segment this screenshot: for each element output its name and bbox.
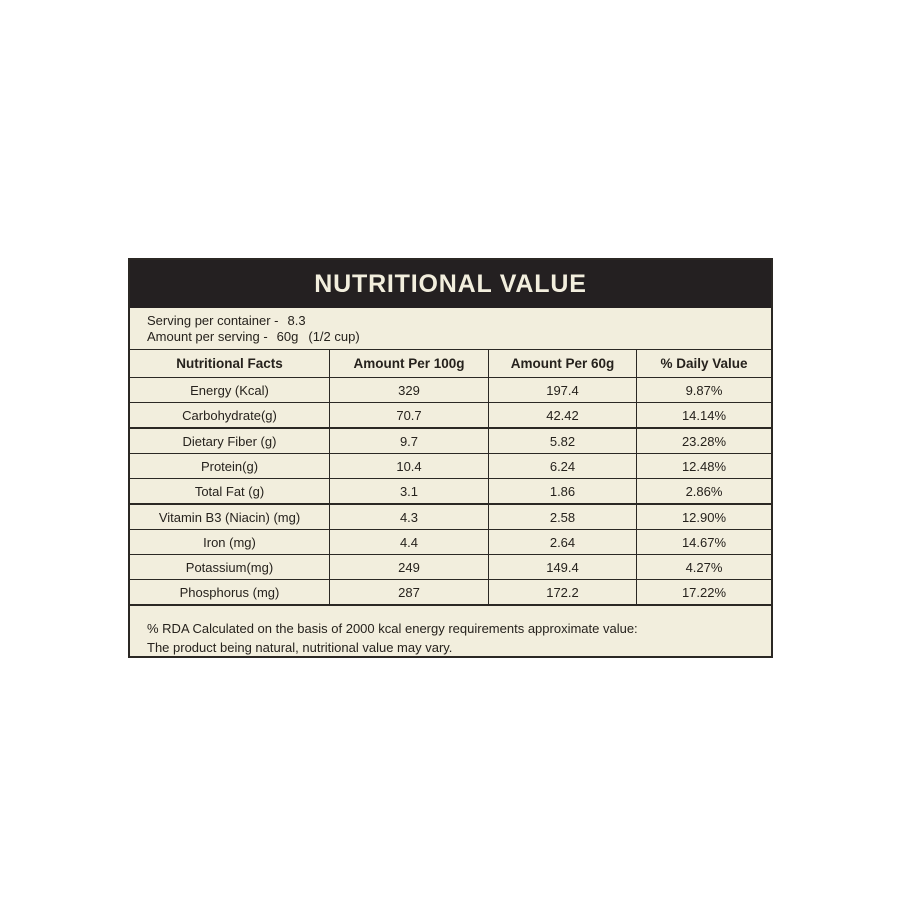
value-per-100g: 10.4 (330, 454, 489, 478)
value-per-60g: 197.4 (489, 378, 637, 402)
table-header-row (130, 350, 771, 378)
nutrient-name: Phosphorus (mg) (130, 580, 330, 604)
nutrient-name: Dietary Fiber (g) (130, 429, 330, 453)
header-daily-value: % Daily Value (660, 356, 748, 371)
daily-value: 12.48% (681, 458, 727, 474)
header-nutritional-facts: Nutritional Facts (130, 350, 330, 377)
daily-value: 14.67% (681, 534, 727, 550)
page-title: NUTRITIONAL VALUE (314, 269, 587, 298)
daily-value: 12.90% (681, 509, 727, 525)
value-per-60g: 42.42 (489, 403, 637, 427)
value-per-60g: 2.58 (489, 505, 637, 529)
title-bar (130, 260, 771, 308)
nutrient-name: Energy (Kcal) (130, 378, 330, 402)
footnote-line-2: The product being natural, nutritional value may vary. (147, 640, 453, 655)
table-row-iron (130, 530, 771, 555)
value-per-60g: 6.24 (489, 454, 637, 478)
nutrient-name: Carbohydrate(g) (130, 403, 330, 427)
value-per-100g: 287 (330, 580, 489, 604)
header-amount-per-60g: Amount Per 60g (489, 350, 637, 377)
footnote (130, 606, 771, 657)
value-per-100g: 70.7 (330, 403, 489, 427)
value-per-60g: 1.86 (489, 479, 637, 503)
nutrient-name: Vitamin B3 (Niacin) (mg) (130, 505, 330, 529)
footnote-line-1: % RDA Calculated on the basis of 2000 kcal energy requirements approximate value: (147, 621, 638, 636)
header-amount-per-100g: Amount Per 100g (330, 350, 489, 377)
serving-info (130, 308, 771, 350)
daily-value: 4.27% (685, 559, 723, 575)
nutrient-name: Potassium(mg) (130, 555, 330, 579)
table-row-protein (130, 454, 771, 479)
serving-per-container-value: 8.3 (287, 313, 306, 328)
amount-per-serving-value: 60g (276, 329, 299, 344)
serving-per-container-line (147, 313, 754, 329)
nutrition-table (130, 350, 771, 606)
nutrient-name: Total Fat (g) (130, 479, 330, 503)
table-row-phosphorus (130, 580, 771, 606)
value-per-100g: 4.3 (330, 505, 489, 529)
value-per-60g: 5.82 (489, 429, 637, 453)
value-per-100g: 249 (330, 555, 489, 579)
table-row-energy (130, 378, 771, 403)
amount-per-serving-label: Amount per serving - (147, 329, 268, 344)
nutrient-name: Protein(g) (130, 454, 330, 478)
value-per-100g: 3.1 (330, 479, 489, 503)
value-per-60g: 172.2 (489, 580, 637, 604)
value-per-100g: 329 (330, 378, 489, 402)
table-row-carbohydrate (130, 403, 771, 429)
amount-per-serving-extra: (1/2 cup) (308, 329, 360, 344)
value-per-100g: 9.7 (330, 429, 489, 453)
daily-value: 9.87% (685, 382, 723, 398)
value-per-100g: 4.4 (330, 530, 489, 554)
table-row-potassium (130, 555, 771, 580)
nutrition-label (128, 258, 773, 658)
amount-per-serving-line (147, 329, 754, 345)
daily-value: 14.14% (681, 407, 727, 423)
serving-per-container-label: Serving per container - (147, 313, 279, 328)
table-row-total-fat (130, 479, 771, 505)
nutrient-name: Iron (mg) (130, 530, 330, 554)
daily-value: 23.28% (681, 433, 727, 449)
table-row-vitamin-b3 (130, 505, 771, 530)
value-per-60g: 149.4 (489, 555, 637, 579)
daily-value: 17.22% (681, 584, 727, 600)
table-row-dietary-fiber (130, 429, 771, 454)
daily-value: 2.86% (685, 483, 723, 499)
value-per-60g: 2.64 (489, 530, 637, 554)
